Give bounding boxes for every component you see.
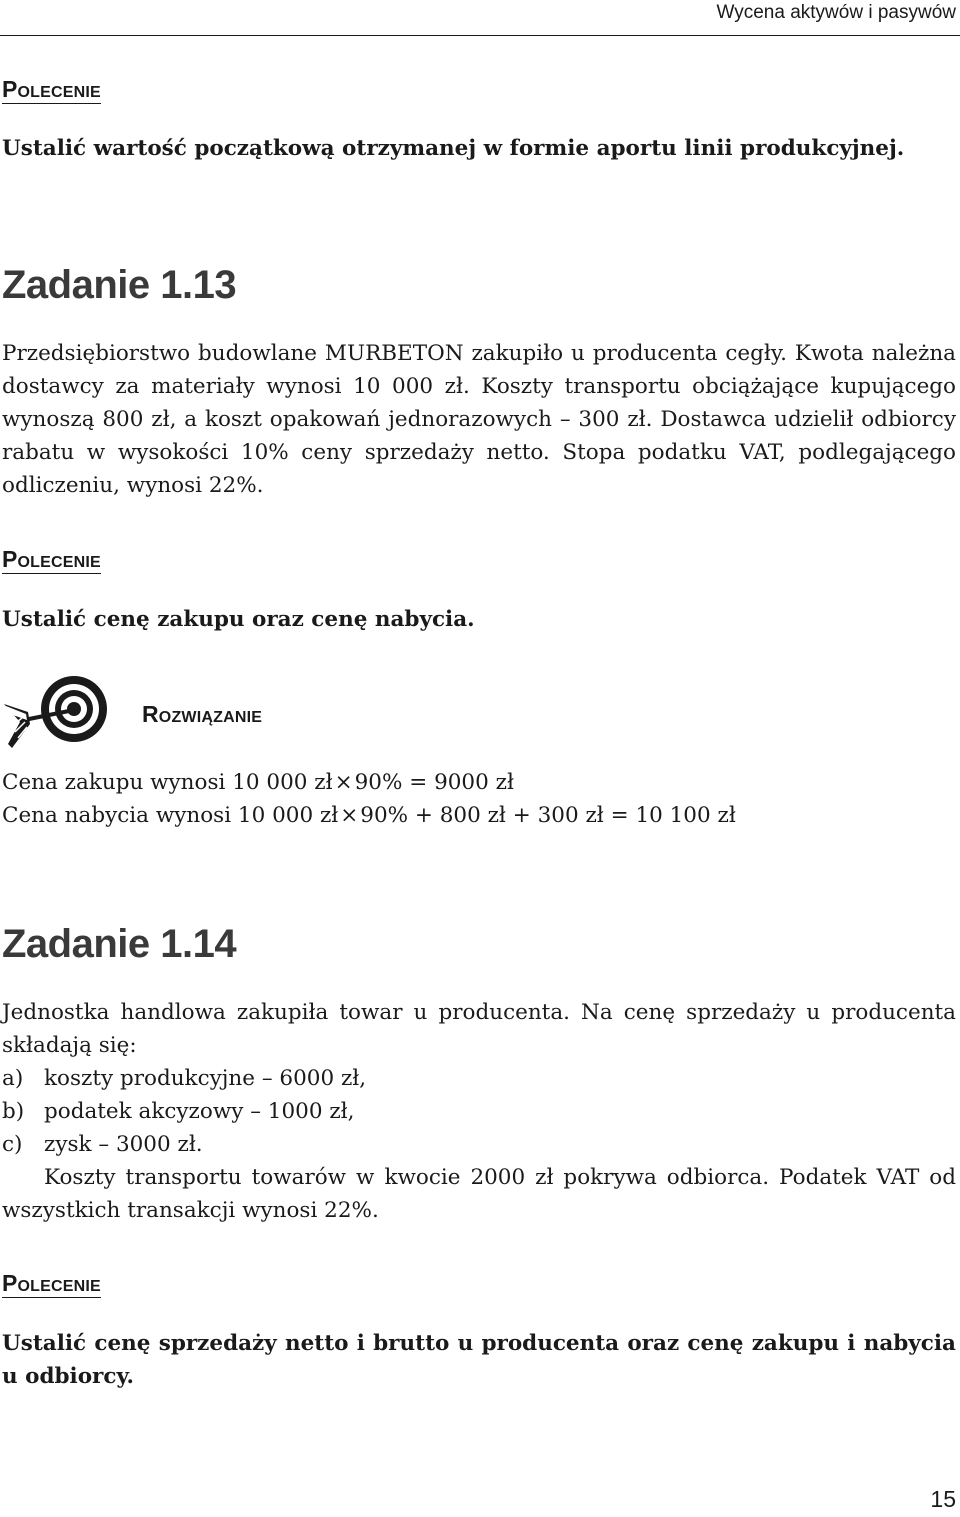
multiply-sign: × (340, 803, 359, 828)
instruction: Ustalić cenę sprzedaży netto i brutto u producenta oraz cenę zakupu i nabycia u odbiorcy. (2, 1331, 956, 1389)
polecenie-heading: Polecenie (2, 546, 101, 574)
instruction: Ustalić wartość początkową otrzymanej w formie aportu linii produkcyjnej. (2, 136, 905, 161)
target-arrow-icon (0, 670, 112, 752)
list-item: b) podatek akcyzowy – 1000 zł, (2, 1099, 355, 1124)
list-item: c) zysk – 3000 zł. (2, 1132, 203, 1157)
header-rule (0, 35, 960, 36)
solution-line: Cena nabycia wynosi 10 000 zł×90% + 800 zł + 300 zł = 10 100 zł (2, 799, 736, 832)
task-title: Zadanie 1.13 (2, 263, 237, 307)
list-item: a) koszty produkcyjne – 6000 zł, (2, 1066, 367, 1091)
task-closing: Koszty transportu towarów w kwocie 2000 zł pokrywa odbiorca. Podatek VAT od wszystkich transakcji wynosi 22%. (2, 1165, 956, 1223)
polecenie-heading: Polecenie (2, 1270, 101, 1298)
running-header: Wycena aktywów i pasywów (716, 2, 956, 23)
instruction: Ustalić cenę zakupu oraz cenę nabycia. (2, 607, 475, 632)
solution-line: Cena zakupu wynosi 10 000 zł×90% = 9000 zł (2, 766, 514, 799)
task-body: Przedsiębiorstwo budowlane MURBETON zakupiło u producenta cegły. Kwota należna dostawcy za materiały wynosi 10 000 zł. Koszty transportu obciążające kupującego wynoszą 800 zł, a koszt opakowań jednorazowych – 300 zł. Dostawca udzielił odbiorcy rabatu w wysokości 10% ceny sprzedaży netto. Stopa podatku VAT, podlegającego odliczeniu, wynosi 22%. (2, 341, 956, 498)
solution-heading: Rozwiązanie (142, 701, 263, 727)
multiply-sign: × (334, 770, 353, 795)
polecenie-heading: Polecenie (2, 76, 101, 104)
task-intro: Jednostka handlowa zakupiła towar u producenta. Na cenę sprzedaży u producenta składają się: (2, 1000, 956, 1058)
page-number: 15 (930, 1486, 956, 1512)
task-title: Zadanie 1.14 (2, 922, 237, 966)
